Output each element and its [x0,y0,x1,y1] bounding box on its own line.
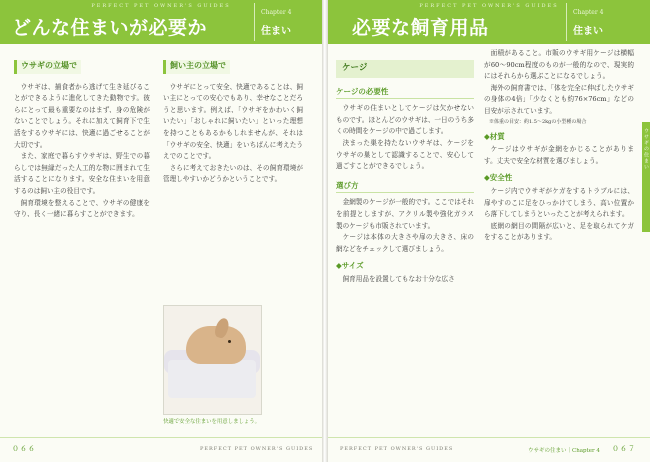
left-running-head: PERFECT PET OWNER'S GUIDES [91,3,231,9]
left-page-title: どんな住まいが必要か [12,17,208,39]
right-column-2 [484,48,634,244]
bullet-material: ◆材質 [484,131,505,141]
section-heading-cage: ケージ [336,60,474,78]
left-footer [0,437,322,462]
rabbit-eye [228,340,231,343]
bullet-size: ◆サイズ [336,261,364,271]
side-tab-label: ウサギの住まい [643,128,649,170]
photo-caption: 快適で安全な住まいを用意しましょう。 [163,419,261,425]
left-chapter-box [254,3,319,41]
left-chapter-name: 住まい [261,26,291,37]
left-header-band [0,0,322,44]
right-col2-paragraph: ケージ内でウサギがケガをするトラブルには、扉やすのこに足をひっかけてしまう、高い位置から落下してしまうといったことが考えられます。 [484,186,634,219]
subheading-how-to-choose: 選び方 [336,180,474,194]
right-running-head: PERFECT PET OWNER'S GUIDES [419,3,559,9]
right-header-band [328,0,650,44]
left-col1-paragraph: ウサギは、捕食者から逃げて生き延びることができるように進化してきた動物です。彼らにとって最も重要なのはまず、身の危険がないことでしょう。それに加えて飼育下で生活をするウサギには、快適に過ごせることが大切です。 [14,82,150,149]
right-col1-paragraph: 決まった巣を持たないウサギは、ケージをウサギの巣として認識することで、安心して過ごすことができるでしょう。 [336,138,474,171]
pet-bed [168,360,256,398]
right-col1-paragraph: 飼育用品を設置してもなお十分な広さ [342,274,455,283]
right-page-title: 必要な飼育用品 [352,17,489,39]
left-column-2 [163,60,303,186]
subheading-necessity: ケージの必要性 [336,86,474,100]
bullet-safety: ◆安全性 [484,173,513,183]
left-chapter-label: Chapter 4 [261,9,292,16]
left-col1-heading: ウサギの立場で [14,60,81,74]
right-col2-paragraph: 底網の網目の間隔が広いと、足を取られてケガをすることがあります。 [484,221,634,242]
right-chapter-name: 住まい [573,26,603,37]
right-col2-note: ※体重の目安：約1.5〜2kgの小型種の場合 [489,118,587,125]
left-col2-heading: 飼い主の立場で [163,60,230,74]
left-column-1 [14,60,150,221]
side-tab [642,122,650,232]
right-col1-paragraph: 金網製のケージが一般的です。ここではそれを前提としますが、アクリル製や強化ガラス製のケージも市販されています。 [336,198,474,230]
right-col1-paragraph: ウサギの住まいとしてケージは欠かせないものです。ほとんどのウサギは、一日のうち多くの時間をケージの中で過ごします。 [336,104,474,136]
right-col2-paragraph: ケージはウサギが金網をかじることがあります。丈夫で安全な材質を選びましょう。 [484,145,634,165]
right-folio: ０６７ [612,445,636,453]
rabbit-photo [163,305,262,415]
right-page [328,0,650,462]
right-footer-running: PERFECT PET OWNER'S GUIDES [340,446,454,452]
right-col2-paragraph: 海外の飼育書では、「体を完全に伸ばしたウサギの身体の4倍」「少なくとも約76×76cm」などの目安が示されています。 [484,83,634,115]
right-chapter-box [566,3,631,41]
left-folio: ０６６ [12,445,36,453]
left-col2-paragraph: ウサギにとって安全、快適であることは、飼い主にとっての安心でもあり、幸せなことだろうと思います。例えば、「ウサギをかわいく飼いたい」「おしゃれに飼いたい」といった理想を持つこともあるかもしれませんが、それは「ウサギの安全、快適」をいちばんに考えたうえでのことです。 [163,82,303,161]
right-column-1 [336,60,474,286]
right-col1-paragraph: ケージは本体の大きさや扉の大きさ、床の網などをチェックして選びましょう。 [336,233,474,253]
right-chapter-label: Chapter 4 [573,9,604,16]
left-page [0,0,322,462]
right-footer [328,437,650,462]
left-col2-paragraph: さらに考えておきたいのは、その飼育環境が管理しやすいかどうかということです。 [163,163,303,184]
left-col1-paragraph: また、家庭で暮らすウサギは、野生での暮らしでは無縁だった人工的な物に囲まれて生活することになります。安全な住まいを用意するのは飼い主の役目です。 [14,152,150,195]
left-col1-paragraph: 飼育環境を整えることで、ウサギの健康を守り、長く一緒に暮らすことができます。 [14,198,150,219]
right-footer-chapter: ウサギの住まい｜Chapter 4 [528,448,600,454]
left-footer-running: PERFECT PET OWNER'S GUIDES [200,446,314,452]
right-col2-paragraph: 面積があること。市販のウサギ用ケージは横幅が60〜90cm程度のものが一般的なので、現実的にはそれらから選ぶことになるでしょう。 [484,49,634,81]
